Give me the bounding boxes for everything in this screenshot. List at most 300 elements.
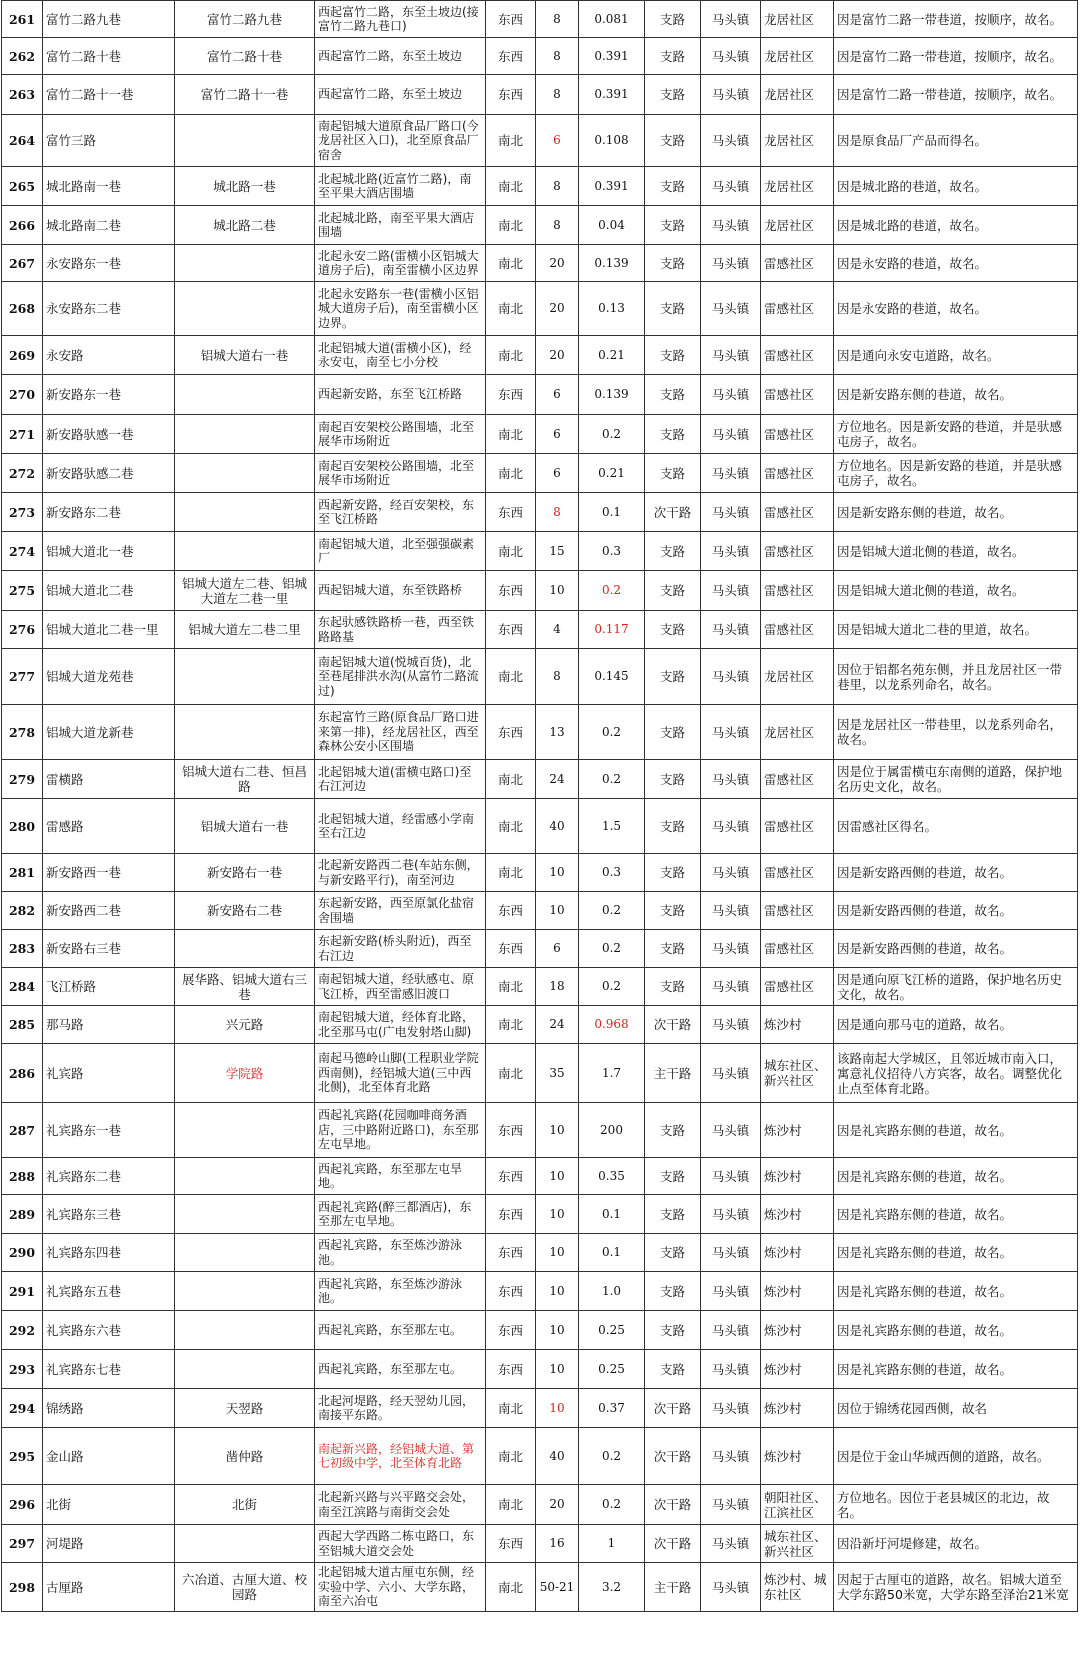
- table-row: [2, 1350, 1078, 1389]
- direction-cell: 南北: [486, 1485, 536, 1525]
- naming-reason-cell: 因是铝城大道北侧的巷道，故名。: [834, 532, 1078, 571]
- town-cell: 马头镇: [701, 1563, 761, 1612]
- former-name-cell: 学院路: [175, 1044, 315, 1103]
- row-number-cell: 272: [2, 454, 43, 493]
- naming-reason-cell: 因是礼宾路东侧的巷道，故名。: [834, 1195, 1078, 1234]
- former-name-cell: 富竹二路十一巷: [175, 75, 315, 115]
- community-cell: 雷感社区: [761, 282, 834, 336]
- road-grade-cell: 支路: [645, 930, 701, 968]
- community-cell: 雷感社区: [761, 611, 834, 649]
- former-name-cell: 天翌路: [175, 1389, 315, 1428]
- town-cell: 马头镇: [701, 115, 761, 167]
- road-grade-cell: 支路: [645, 1272, 701, 1311]
- town-cell: 马头镇: [701, 282, 761, 336]
- town-cell: 马头镇: [701, 705, 761, 760]
- start-end-points-cell: 北起城北路，南至平果大酒店围墙: [315, 206, 486, 245]
- former-name-cell: 铝城大道右一巷: [175, 799, 315, 854]
- former-name-cell: 铝城大道左二巷、铝城大道左二巷一里: [175, 571, 315, 611]
- direction-cell: 东西: [486, 1272, 536, 1311]
- community-cell: 龙居社区: [761, 75, 834, 115]
- table-row: [2, 336, 1078, 375]
- road-grade-cell: 支路: [645, 1311, 701, 1350]
- road-width-cell: 10: [536, 1311, 579, 1350]
- naming-reason-cell: 方位地名。因是新安路的巷道，并是驮感屯房子，故名。: [834, 454, 1078, 493]
- road-grade-cell: 支路: [645, 38, 701, 75]
- start-end-points-cell: 西起富竹二路，东至土坡边: [315, 75, 486, 115]
- road-length-cell: 0.35: [579, 1158, 645, 1195]
- direction-cell: 南北: [486, 1006, 536, 1044]
- start-end-points-cell: 南起铝城大道(悦城百货)，北至巷尾排洪水沟(从富竹二路流过): [315, 649, 486, 705]
- start-end-points-cell: 西起富竹二路，东至土坡边: [315, 38, 486, 75]
- road-grade-cell: 支路: [645, 611, 701, 649]
- road-grade-cell: 次干路: [645, 493, 701, 532]
- former-name-cell: 新安路右一巷: [175, 854, 315, 892]
- road-grade-cell: 支路: [645, 1158, 701, 1195]
- road-length-cell: 0.1: [579, 493, 645, 532]
- road-width-cell: 10: [536, 1234, 579, 1272]
- former-name-cell: 城北路二巷: [175, 206, 315, 245]
- direction-cell: 东西: [486, 1311, 536, 1350]
- row-number-cell: 289: [2, 1195, 43, 1234]
- row-number-cell: 263: [2, 75, 43, 115]
- road-grade-cell: 支路: [645, 968, 701, 1006]
- naming-reason-cell: 方位地名。因位于老县城区的北边，故名。: [834, 1485, 1078, 1525]
- row-number-cell: 295: [2, 1428, 43, 1485]
- road-width-cell: 35: [536, 1044, 579, 1103]
- road-name-cell: 铝城大道龙苑巷: [43, 649, 175, 705]
- road-length-cell: 0.2: [579, 415, 645, 454]
- road-width-cell: 20: [536, 336, 579, 375]
- row-number-cell: 266: [2, 206, 43, 245]
- road-width-cell: 16: [536, 1525, 579, 1563]
- direction-cell: 东西: [486, 892, 536, 930]
- row-number-cell: 267: [2, 245, 43, 282]
- table-row: [2, 930, 1078, 968]
- table-row: [2, 1195, 1078, 1234]
- direction-cell: 南北: [486, 968, 536, 1006]
- former-name-cell: 展华路、铝城大道右三巷: [175, 968, 315, 1006]
- row-number-cell: 296: [2, 1485, 43, 1525]
- town-cell: 马头镇: [701, 1, 761, 38]
- road-grade-cell: 次干路: [645, 1006, 701, 1044]
- road-length-cell: 0.391: [579, 75, 645, 115]
- naming-reason-cell: 因是富竹二路一带巷道，按顺序，故名。: [834, 1, 1078, 38]
- road-width-cell: 8: [536, 493, 579, 532]
- former-name-cell: 凿仲路: [175, 1428, 315, 1485]
- table-row: [2, 1, 1078, 38]
- community-cell: 炼沙村: [761, 1158, 834, 1195]
- road-length-cell: 0.2: [579, 892, 645, 930]
- road-width-cell: 15: [536, 532, 579, 571]
- naming-reason-cell: 因沿新圩河堤修建，故名。: [834, 1525, 1078, 1563]
- road-length-cell: 0.391: [579, 38, 645, 75]
- table-row: [2, 799, 1078, 854]
- start-end-points-cell: 南起铝城大道原食品厂路口(今龙居社区入口)，北至原食品厂宿舍: [315, 115, 486, 167]
- table-row: [2, 571, 1078, 611]
- direction-cell: 南北: [486, 167, 536, 206]
- direction-cell: 南北: [486, 115, 536, 167]
- community-cell: 雷感社区: [761, 799, 834, 854]
- community-cell: 炼沙村: [761, 1234, 834, 1272]
- direction-cell: 东西: [486, 1158, 536, 1195]
- road-name-cell: 新安路右三巷: [43, 930, 175, 968]
- road-width-cell: 10: [536, 854, 579, 892]
- start-end-points-cell: 南起百安架校公路围墙，北至展华市场附近: [315, 415, 486, 454]
- row-number-cell: 292: [2, 1311, 43, 1350]
- direction-cell: 东西: [486, 38, 536, 75]
- table-row: [2, 245, 1078, 282]
- community-cell: 炼沙村: [761, 1350, 834, 1389]
- naming-reason-cell: 因是位于金山华城西侧的道路，故名。: [834, 1428, 1078, 1485]
- table-row: [2, 892, 1078, 930]
- table-row: [2, 38, 1078, 75]
- road-name-cell: 新安路东二巷: [43, 493, 175, 532]
- road-name-cell: 雷横路: [43, 760, 175, 799]
- direction-cell: 东西: [486, 1103, 536, 1158]
- road-name-cell: 礼宾路东三巷: [43, 1195, 175, 1234]
- road-length-cell: 0.13: [579, 282, 645, 336]
- road-grade-cell: 支路: [645, 1195, 701, 1234]
- road-length-cell: 1.5: [579, 799, 645, 854]
- road-width-cell: 6: [536, 115, 579, 167]
- start-end-points-cell: 东起新安路(桥头附近)，西至右江边: [315, 930, 486, 968]
- row-number-cell: 297: [2, 1525, 43, 1563]
- road-grade-cell: 次干路: [645, 1485, 701, 1525]
- town-cell: 马头镇: [701, 167, 761, 206]
- table-row: [2, 1158, 1078, 1195]
- row-number-cell: 265: [2, 167, 43, 206]
- road-width-cell: 8: [536, 38, 579, 75]
- start-end-points-cell: 西起新安路，东至飞江桥路: [315, 375, 486, 415]
- community-cell: 雷感社区: [761, 930, 834, 968]
- road-width-cell: 6: [536, 415, 579, 454]
- row-number-cell: 286: [2, 1044, 43, 1103]
- town-cell: 马头镇: [701, 760, 761, 799]
- road-width-cell: 6: [536, 375, 579, 415]
- direction-cell: 东西: [486, 75, 536, 115]
- road-name-cell: 永安路东一巷: [43, 245, 175, 282]
- former-name-cell: [175, 375, 315, 415]
- road-grade-cell: 支路: [645, 799, 701, 854]
- start-end-points-cell: 北起铝城大道，经雷感小学南至右江边: [315, 799, 486, 854]
- town-cell: 马头镇: [701, 1389, 761, 1428]
- former-name-cell: [175, 245, 315, 282]
- former-name-cell: [175, 532, 315, 571]
- former-name-cell: [175, 930, 315, 968]
- table-row: [2, 649, 1078, 705]
- community-cell: 炼沙村: [761, 1103, 834, 1158]
- town-cell: 马头镇: [701, 245, 761, 282]
- road-length-cell: 1.0: [579, 1272, 645, 1311]
- start-end-points-cell: 西起礼宾路，东至那左屯。: [315, 1350, 486, 1389]
- road-length-cell: 0.2: [579, 760, 645, 799]
- road-length-cell: 0.081: [579, 1, 645, 38]
- start-end-points-cell: 北起河堤路，经天翌幼儿园，南接平东路。: [315, 1389, 486, 1428]
- naming-reason-cell: 因是位于属雷横屯东南侧的道路，保护地名历史文化，故名。: [834, 760, 1078, 799]
- table-row: [2, 1103, 1078, 1158]
- community-cell: 雷感社区: [761, 892, 834, 930]
- row-number-cell: 284: [2, 968, 43, 1006]
- community-cell: 龙居社区: [761, 206, 834, 245]
- former-name-cell: [175, 115, 315, 167]
- road-name-cell: 铝城大道北二巷: [43, 571, 175, 611]
- road-length-cell: 3.2: [579, 1563, 645, 1612]
- table-row: [2, 1563, 1078, 1612]
- community-cell: 雷感社区: [761, 415, 834, 454]
- direction-cell: 东西: [486, 571, 536, 611]
- road-width-cell: 8: [536, 206, 579, 245]
- direction-cell: 东西: [486, 493, 536, 532]
- town-cell: 马头镇: [701, 1272, 761, 1311]
- naming-reason-cell: 因是城北路的巷道，故名。: [834, 167, 1078, 206]
- direction-cell: 东西: [486, 1234, 536, 1272]
- direction-cell: 东西: [486, 705, 536, 760]
- road-name-cell: 那马路: [43, 1006, 175, 1044]
- former-name-cell: [175, 1350, 315, 1389]
- direction-cell: 东西: [486, 1350, 536, 1389]
- community-cell: 朝阳社区、江滨社区: [761, 1485, 834, 1525]
- road-length-cell: 0.1: [579, 1195, 645, 1234]
- direction-cell: 南北: [486, 854, 536, 892]
- road-length-cell: 0.968: [579, 1006, 645, 1044]
- naming-reason-cell: 因是新安路西侧的巷道，故名。: [834, 854, 1078, 892]
- row-number-cell: 269: [2, 336, 43, 375]
- start-end-points-cell: 西起礼宾路，东至那左屯。: [315, 1311, 486, 1350]
- town-cell: 马头镇: [701, 1006, 761, 1044]
- town-cell: 马头镇: [701, 1234, 761, 1272]
- road-length-cell: 0.21: [579, 454, 645, 493]
- naming-reason-cell: 因位于锦绣花园西侧，故名: [834, 1389, 1078, 1428]
- road-grade-cell: 支路: [645, 206, 701, 245]
- road-grade-cell: 支路: [645, 115, 701, 167]
- former-name-cell: [175, 454, 315, 493]
- road-width-cell: 8: [536, 649, 579, 705]
- row-number-cell: 268: [2, 282, 43, 336]
- town-cell: 马头镇: [701, 892, 761, 930]
- community-cell: 雷感社区: [761, 375, 834, 415]
- former-name-cell: [175, 1158, 315, 1195]
- town-cell: 马头镇: [701, 930, 761, 968]
- former-name-cell: [175, 1272, 315, 1311]
- road-name-cell: 礼宾路东二巷: [43, 1158, 175, 1195]
- town-cell: 马头镇: [701, 493, 761, 532]
- community-cell: 雷感社区: [761, 532, 834, 571]
- community-cell: 龙居社区: [761, 167, 834, 206]
- town-cell: 马头镇: [701, 1103, 761, 1158]
- table-row: [2, 760, 1078, 799]
- row-number-cell: 294: [2, 1389, 43, 1428]
- road-name-cell: 新安路东一巷: [43, 375, 175, 415]
- road-name-cell: 富竹二路九巷: [43, 1, 175, 38]
- community-cell: 雷感社区: [761, 336, 834, 375]
- row-number-cell: 278: [2, 705, 43, 760]
- road-grade-cell: 支路: [645, 760, 701, 799]
- road-length-cell: 0.04: [579, 206, 645, 245]
- road-length-cell: 0.2: [579, 930, 645, 968]
- naming-reason-cell: 因是龙居社区一带巷里，以龙系列命名，故名。: [834, 705, 1078, 760]
- community-cell: 龙居社区: [761, 115, 834, 167]
- road-name-cell: 礼宾路东五巷: [43, 1272, 175, 1311]
- road-name-cell: 飞江桥路: [43, 968, 175, 1006]
- road-width-cell: 10: [536, 1389, 579, 1428]
- naming-reason-cell: 因是铝城大道北侧的巷道，故名。: [834, 571, 1078, 611]
- table-row: [2, 532, 1078, 571]
- road-grade-cell: 支路: [645, 1103, 701, 1158]
- road-name-cell: 北街: [43, 1485, 175, 1525]
- row-number-cell: 282: [2, 892, 43, 930]
- naming-reason-cell: 方位地名。因是新安路的巷道，并是驮感屯房子，故名。: [834, 415, 1078, 454]
- former-name-cell: 兴元路: [175, 1006, 315, 1044]
- table-row: [2, 854, 1078, 892]
- naming-reason-cell: 因是原食品厂产品而得名。: [834, 115, 1078, 167]
- road-width-cell: 40: [536, 799, 579, 854]
- town-cell: 马头镇: [701, 1044, 761, 1103]
- town-cell: 马头镇: [701, 1311, 761, 1350]
- former-name-cell: 铝城大道右一巷: [175, 336, 315, 375]
- start-end-points-cell: 南起百安架校公路围墙，北至展华市场附近: [315, 454, 486, 493]
- former-name-cell: [175, 282, 315, 336]
- community-cell: 雷感社区: [761, 968, 834, 1006]
- town-cell: 马头镇: [701, 1525, 761, 1563]
- direction-cell: 南北: [486, 649, 536, 705]
- table-body: [2, 1, 1078, 1612]
- community-cell: 雷感社区: [761, 571, 834, 611]
- town-cell: 马头镇: [701, 532, 761, 571]
- start-end-points-cell: 西起铝城大道，东至铁路桥: [315, 571, 486, 611]
- road-name-cell: 礼宾路东四巷: [43, 1234, 175, 1272]
- community-cell: 雷感社区: [761, 760, 834, 799]
- table-row: [2, 1234, 1078, 1272]
- road-width-cell: 24: [536, 760, 579, 799]
- direction-cell: 东西: [486, 1525, 536, 1563]
- road-name-cell: 富竹三路: [43, 115, 175, 167]
- road-name-cell: 永安路东二巷: [43, 282, 175, 336]
- town-cell: 马头镇: [701, 571, 761, 611]
- start-end-points-cell: 北起永安二路(雷横小区铝城大道房子后)，南至雷横小区边界: [315, 245, 486, 282]
- road-width-cell: 6: [536, 454, 579, 493]
- town-cell: 马头镇: [701, 336, 761, 375]
- start-end-points-cell: 北起铝城大道(雷横小区)，经永安屯，南至七小分校: [315, 336, 486, 375]
- direction-cell: 东西: [486, 611, 536, 649]
- road-grade-cell: 支路: [645, 892, 701, 930]
- naming-reason-cell: 因是通向永安屯道路，故名。: [834, 336, 1078, 375]
- direction-cell: 南北: [486, 532, 536, 571]
- naming-reason-cell: 因雷感社区得名。: [834, 799, 1078, 854]
- road-name-cell: 锦绣路: [43, 1389, 175, 1428]
- town-cell: 马头镇: [701, 968, 761, 1006]
- road-width-cell: 40: [536, 1428, 579, 1485]
- naming-reason-cell: 因是礼宾路东侧的巷道，故名。: [834, 1158, 1078, 1195]
- road-grade-cell: 支路: [645, 705, 701, 760]
- former-name-cell: 北街: [175, 1485, 315, 1525]
- former-name-cell: [175, 1234, 315, 1272]
- direction-cell: 东西: [486, 930, 536, 968]
- row-number-cell: 261: [2, 1, 43, 38]
- road-length-cell: 0.145: [579, 649, 645, 705]
- row-number-cell: 262: [2, 38, 43, 75]
- start-end-points-cell: 南起新兴路，经铝城大道、第七初级中学，北至体育北路: [315, 1428, 486, 1485]
- start-end-points-cell: 东起新安路，西至原氯化盐宿舍围墙: [315, 892, 486, 930]
- community-cell: 龙居社区: [761, 705, 834, 760]
- road-grade-cell: 支路: [645, 649, 701, 705]
- table-row: [2, 282, 1078, 336]
- start-end-points-cell: 北起永安路东一巷(雷横小区铝城大道房子后)，南至雷横小区边界。: [315, 282, 486, 336]
- road-name-cell: 礼宾路东一巷: [43, 1103, 175, 1158]
- road-length-cell: 0.108: [579, 115, 645, 167]
- row-number-cell: 276: [2, 611, 43, 649]
- road-grade-cell: 支路: [645, 854, 701, 892]
- road-width-cell: 20: [536, 282, 579, 336]
- direction-cell: 东西: [486, 1, 536, 38]
- road-length-cell: 0.25: [579, 1311, 645, 1350]
- town-cell: 马头镇: [701, 38, 761, 75]
- row-number-cell: 291: [2, 1272, 43, 1311]
- table-row: [2, 611, 1078, 649]
- road-width-cell: 8: [536, 167, 579, 206]
- start-end-points-cell: 北起城北路(近富竹二路)，南至平果大酒店围墙: [315, 167, 486, 206]
- row-number-cell: 285: [2, 1006, 43, 1044]
- road-grade-cell: 支路: [645, 245, 701, 282]
- road-length-cell: 0.139: [579, 245, 645, 282]
- former-name-cell: 铝城大道左二巷二里: [175, 611, 315, 649]
- former-name-cell: 富竹二路九巷: [175, 1, 315, 38]
- road-name-cell: 礼宾路东六巷: [43, 1311, 175, 1350]
- road-grade-cell: 主干路: [645, 1044, 701, 1103]
- road-name-cell: 铝城大道北一巷: [43, 532, 175, 571]
- road-length-cell: 0.25: [579, 1350, 645, 1389]
- direction-cell: 东西: [486, 375, 536, 415]
- town-cell: 马头镇: [701, 415, 761, 454]
- road-grade-cell: 次干路: [645, 1428, 701, 1485]
- road-width-cell: 20: [536, 245, 579, 282]
- naming-reason-cell: 因是礼宾路东侧的巷道，故名。: [834, 1272, 1078, 1311]
- direction-cell: 南北: [486, 1563, 536, 1612]
- road-name-cell: 永安路: [43, 336, 175, 375]
- row-number-cell: 279: [2, 760, 43, 799]
- town-cell: 马头镇: [701, 649, 761, 705]
- table-row: [2, 167, 1078, 206]
- row-number-cell: 280: [2, 799, 43, 854]
- road-name-cell: 雷感路: [43, 799, 175, 854]
- road-width-cell: 10: [536, 1350, 579, 1389]
- table-row: [2, 1006, 1078, 1044]
- road-length-cell: 0.139: [579, 375, 645, 415]
- road-name-cell: 铝城大道龙新巷: [43, 705, 175, 760]
- naming-reason-cell: 因是礼宾路东侧的巷道，故名。: [834, 1311, 1078, 1350]
- start-end-points-cell: 东起富竹三路(原食品厂路口进来第一排)，经龙居社区，西至森林公安小区围墙: [315, 705, 486, 760]
- road-width-cell: 10: [536, 1103, 579, 1158]
- direction-cell: 南北: [486, 282, 536, 336]
- table-row: [2, 1272, 1078, 1311]
- town-cell: 马头镇: [701, 75, 761, 115]
- direction-cell: 东西: [486, 1195, 536, 1234]
- former-name-cell: [175, 1525, 315, 1563]
- naming-reason-cell: 因是富竹二路一带巷道，按顺序，故名。: [834, 75, 1078, 115]
- former-name-cell: [175, 649, 315, 705]
- road-grade-cell: 支路: [645, 571, 701, 611]
- road-length-cell: 0.2: [579, 968, 645, 1006]
- road-grade-cell: 支路: [645, 336, 701, 375]
- community-cell: 炼沙村: [761, 1006, 834, 1044]
- row-number-cell: 277: [2, 649, 43, 705]
- table-row: [2, 415, 1078, 454]
- community-cell: 龙居社区: [761, 1, 834, 38]
- road-name-cell: 城北路南二巷: [43, 206, 175, 245]
- road-width-cell: 10: [536, 1195, 579, 1234]
- road-name-cell: 新安路西二巷: [43, 892, 175, 930]
- table-row: [2, 968, 1078, 1006]
- row-number-cell: 298: [2, 1563, 43, 1612]
